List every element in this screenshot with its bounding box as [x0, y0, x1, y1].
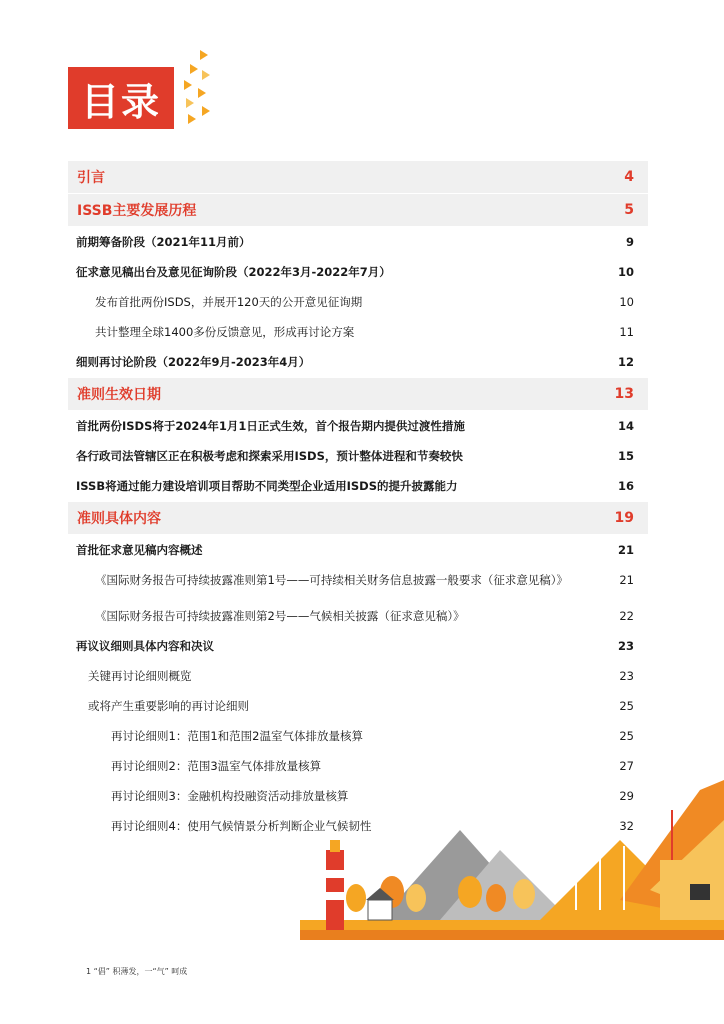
toc-entry-page: 5 — [624, 202, 634, 218]
toc-entry-page: 15 — [617, 449, 634, 463]
toc-entry-label: 再讨论细则4：使用气候情景分析判断企业气候韧性 — [111, 819, 372, 833]
toc-entry-label: 各行政司法管辖区正在积极考虑和探索采用ISDS，预计整体进程和节奏较快 — [76, 449, 463, 463]
toc-entry-page: 32 — [619, 819, 634, 833]
toc-entry-label: 首批征求意见稿内容概述 — [76, 543, 203, 557]
toc-entry[interactable] — [68, 661, 648, 691]
toc-entry-page: 23 — [619, 669, 634, 683]
toc-entry-page: 21 — [619, 573, 634, 587]
toc-entry-page: 14 — [617, 419, 634, 433]
toc-entry[interactable] — [68, 194, 648, 226]
toc-entry-label: 关键再讨论细则概览 — [88, 669, 192, 683]
toc-entry-label: 再讨论细则2：范围3温室气体排放量核算 — [111, 759, 322, 773]
toc-entry-label: 征求意见稿出台及意见征询阶段（2022年3月-2022年7月） — [76, 265, 391, 279]
toc-entry[interactable] — [68, 601, 648, 631]
triangle-decoration-icon — [176, 50, 216, 140]
toc-entry-label: 再讨论细则1：范围1和范围2温室气体排放量核算 — [111, 729, 363, 743]
toc-entry-label: 再议议细则具体内容和决议 — [76, 639, 214, 653]
toc-entry-page: 12 — [617, 355, 634, 369]
toc-entry-page: 19 — [614, 510, 634, 526]
toc-entry[interactable] — [68, 535, 648, 565]
toc-entry[interactable] — [68, 347, 648, 377]
toc-entry[interactable] — [68, 317, 648, 347]
toc-entry[interactable] — [68, 227, 648, 257]
toc-entry-page: 13 — [614, 386, 634, 402]
toc-entry-label: 准则具体内容 — [77, 511, 161, 527]
toc-entry-page: 29 — [619, 789, 634, 803]
toc-entry-page: 27 — [619, 759, 634, 773]
toc-entry-page: 10 — [619, 295, 634, 309]
toc-entry[interactable] — [68, 378, 648, 410]
toc-entry[interactable] — [68, 631, 648, 661]
page-title: 目录 — [68, 67, 174, 129]
toc-entry-label: 首批两份ISDS将于2024年1月1日正式生效，首个报告期内提供过渡性措施 — [76, 419, 465, 433]
toc-entry-label: 共计整理全球1400多份反馈意见，形成再讨论方案 — [95, 325, 355, 339]
toc-entry-page: 23 — [617, 639, 634, 653]
toc-entry[interactable] — [68, 502, 648, 534]
toc-entry[interactable] — [68, 471, 648, 501]
toc-entry-label: 再讨论细则3：金融机构投融资活动排放量核算 — [111, 789, 349, 803]
table-of-contents — [68, 160, 648, 841]
toc-entry[interactable] — [68, 565, 648, 595]
toc-entry-label: 《国际财务报告可持续披露准则第1号——可持续相关财务信息披露一般要求（征求意见稿）》 — [95, 573, 569, 587]
toc-entry-page: 9 — [625, 235, 634, 249]
toc-entry[interactable] — [68, 411, 648, 441]
toc-entry-page: 25 — [619, 699, 634, 713]
toc-entry[interactable] — [68, 721, 648, 751]
toc-entry-label: 细则再讨论阶段（2022年9月-2023年4月） — [76, 355, 311, 369]
toc-entry-label: 发布首批两份ISDS，并展开120天的公开意见征询期 — [95, 295, 363, 309]
toc-entry-label: 准则生效日期 — [77, 387, 161, 403]
toc-entry-page: 4 — [624, 169, 634, 185]
toc-entry-page: 25 — [619, 729, 634, 743]
city-landscape-illustration — [0, 780, 724, 940]
toc-entry-label: 引言 — [77, 170, 105, 186]
footnote: 1 “倡” 积薄发，一“气” 呵成 — [86, 967, 188, 976]
toc-entry[interactable] — [68, 257, 648, 287]
toc-entry-page: 21 — [617, 543, 634, 557]
toc-entry-page: 22 — [619, 609, 634, 623]
toc-entry-label: 前期筹备阶段（2021年11月前） — [76, 235, 251, 249]
toc-entry-page: 16 — [617, 479, 634, 493]
toc-entry[interactable] — [68, 441, 648, 471]
toc-entry-label: ISSB将通过能力建设培训项目帮助不同类型企业适用ISDS的提升披露能力 — [76, 479, 458, 493]
toc-entry-label: 或将产生重要影响的再讨论细则 — [88, 699, 249, 713]
toc-entry[interactable] — [68, 287, 648, 317]
toc-entry[interactable] — [68, 161, 648, 193]
toc-entry[interactable] — [68, 751, 648, 781]
toc-entry[interactable] — [68, 691, 648, 721]
toc-entry-page: 10 — [617, 265, 634, 279]
toc-entry-page: 11 — [619, 325, 634, 339]
toc-entry-label: ISSB主要发展历程 — [77, 203, 197, 219]
toc-entry-label: 《国际财务报告可持续披露准则第2号——气候相关披露（征求意见稿）》 — [95, 609, 465, 623]
